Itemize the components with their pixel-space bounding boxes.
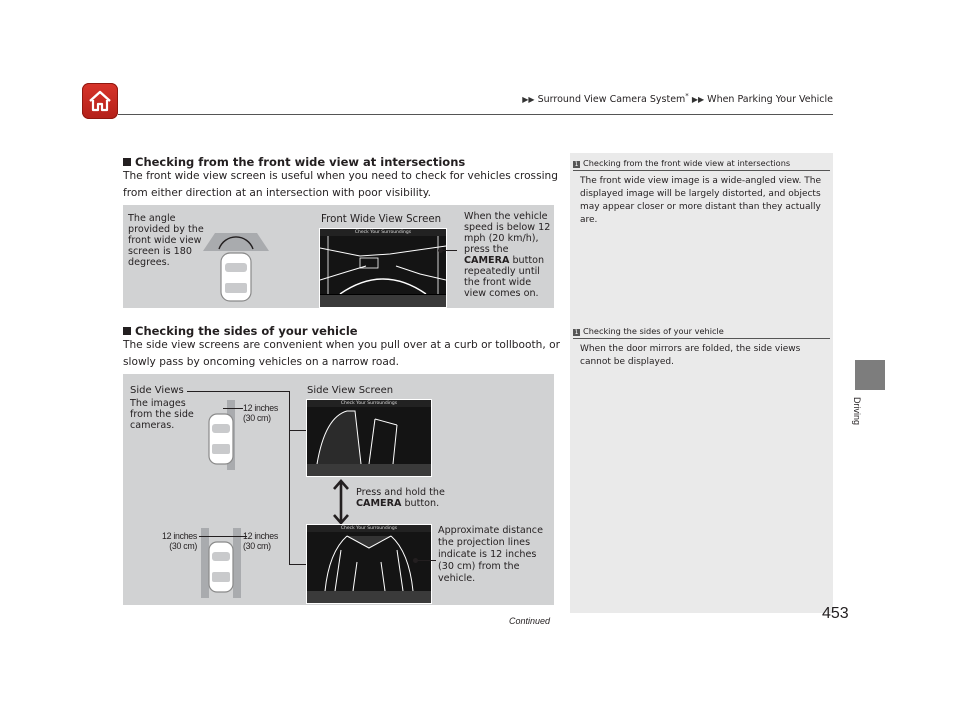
side-view-figure xyxy=(123,374,554,605)
note-marker-icon: 1 xyxy=(574,161,579,168)
home-icon xyxy=(82,83,118,119)
speed-note-text-2: button repeatedly until the front wide view comes on. xyxy=(464,255,545,299)
note-title-text: Checking from the front wide view at intersections xyxy=(583,158,791,168)
press-hold-text-2: button. xyxy=(404,498,440,509)
callout-line xyxy=(416,560,436,561)
header-rule xyxy=(118,114,833,115)
leader-line xyxy=(289,391,290,565)
notes-panel xyxy=(570,153,833,613)
screen-toolbar xyxy=(320,295,446,307)
section-heading xyxy=(123,324,358,338)
note-body: When the door mirrors are folded, the side views cannot be displayed. xyxy=(580,344,801,367)
home-button[interactable] xyxy=(82,83,118,119)
screen-banner: Check Your Surroundings xyxy=(320,229,446,236)
dimension-line xyxy=(199,536,247,537)
callout-line xyxy=(441,250,457,251)
note-rule xyxy=(573,338,830,339)
square-bullet-icon xyxy=(123,158,131,166)
front-wide-view-figure xyxy=(123,205,554,308)
side-view-screen xyxy=(306,524,432,604)
dimension-label: 12 inches (30 cm) xyxy=(243,531,278,551)
breadcrumb-arrow-icon: ▶▶ xyxy=(691,95,705,105)
callout-dot xyxy=(413,558,418,563)
chapter-tab[interactable] xyxy=(855,360,885,390)
angle-note: The angle provided by the front wide view screen is 180 degrees. xyxy=(128,213,204,268)
side-views-desc: The images from the side cameras. xyxy=(130,398,194,431)
note-title xyxy=(573,326,724,336)
screen-toolbar xyxy=(307,591,431,603)
section-heading xyxy=(123,155,465,169)
screen-banner: Check Your Surroundings xyxy=(307,400,431,407)
speed-note-button-name: CAMERA xyxy=(464,255,510,266)
square-bullet-icon xyxy=(123,327,131,335)
callout-dot xyxy=(438,248,443,253)
car-top-view-icon xyxy=(201,225,271,305)
press-hold-note xyxy=(356,487,466,509)
screen-banner: Check Your Surroundings xyxy=(307,525,431,532)
speed-note xyxy=(464,211,552,299)
speed-note-text: When the vehicle speed is below 12 mph (20 km/h), press the xyxy=(464,211,551,255)
double-arrow-icon xyxy=(332,478,350,526)
dimension-line xyxy=(223,408,243,409)
note-rule xyxy=(573,170,830,171)
side-views-label: Side Views xyxy=(130,385,184,396)
screen-toolbar xyxy=(307,464,431,476)
note-title xyxy=(573,158,790,168)
press-hold-button-name: CAMERA xyxy=(356,498,402,509)
dimension-label: 12 inches (30 cm) xyxy=(162,531,197,551)
dimension-label: 12 inches (30 cm) xyxy=(243,403,278,423)
note-marker-icon: 1 xyxy=(574,329,579,336)
front-wide-view-screen xyxy=(319,228,447,308)
section-body: The front wide view screen is useful when you need to check for vehicles crossing from either direction at an intersection with poor visibility. xyxy=(123,170,558,199)
press-hold-text: Press and hold the xyxy=(356,487,445,498)
breadcrumb-item: When Parking Your Vehicle xyxy=(707,94,833,106)
page-number: 453 xyxy=(822,605,849,622)
leader-line xyxy=(187,391,290,392)
front-wide-view-image xyxy=(320,236,446,294)
continued-label: Continued xyxy=(509,616,551,626)
section-heading-text: Checking from the front wide view at intersections xyxy=(135,155,466,169)
note-title-text: Checking the sides of your vehicle xyxy=(583,326,724,336)
side-screen-label: Side View Screen xyxy=(307,385,394,396)
breadcrumb xyxy=(522,92,833,105)
section-body: The side view screens are convenient when you pull over at a curb or tollbooth, or slowly pass by oncoming vehicles on a narrow road. xyxy=(123,339,560,368)
breadcrumb-item[interactable]: Surround View Camera System xyxy=(537,94,686,106)
breadcrumb-arrow-icon: ▶▶ xyxy=(522,95,535,105)
approx-distance-note: Approximate distance the projection lines indicate is 12 inches (30 cm) from the vehicle. xyxy=(438,525,543,584)
breadcrumb-mark: * xyxy=(685,92,689,100)
side-view-screen xyxy=(306,399,432,477)
front-screen-label: Front Wide View Screen xyxy=(321,214,442,225)
chapter-tab-label: Driving xyxy=(852,397,862,426)
note-body: The front wide view image is a wide-angled view. The displayed image will be largely distorted, and objects may appear closer or more distant than they actually are. xyxy=(580,176,822,225)
section-heading-text: Checking the sides of your vehicle xyxy=(135,324,358,338)
side-view-image xyxy=(307,407,431,464)
